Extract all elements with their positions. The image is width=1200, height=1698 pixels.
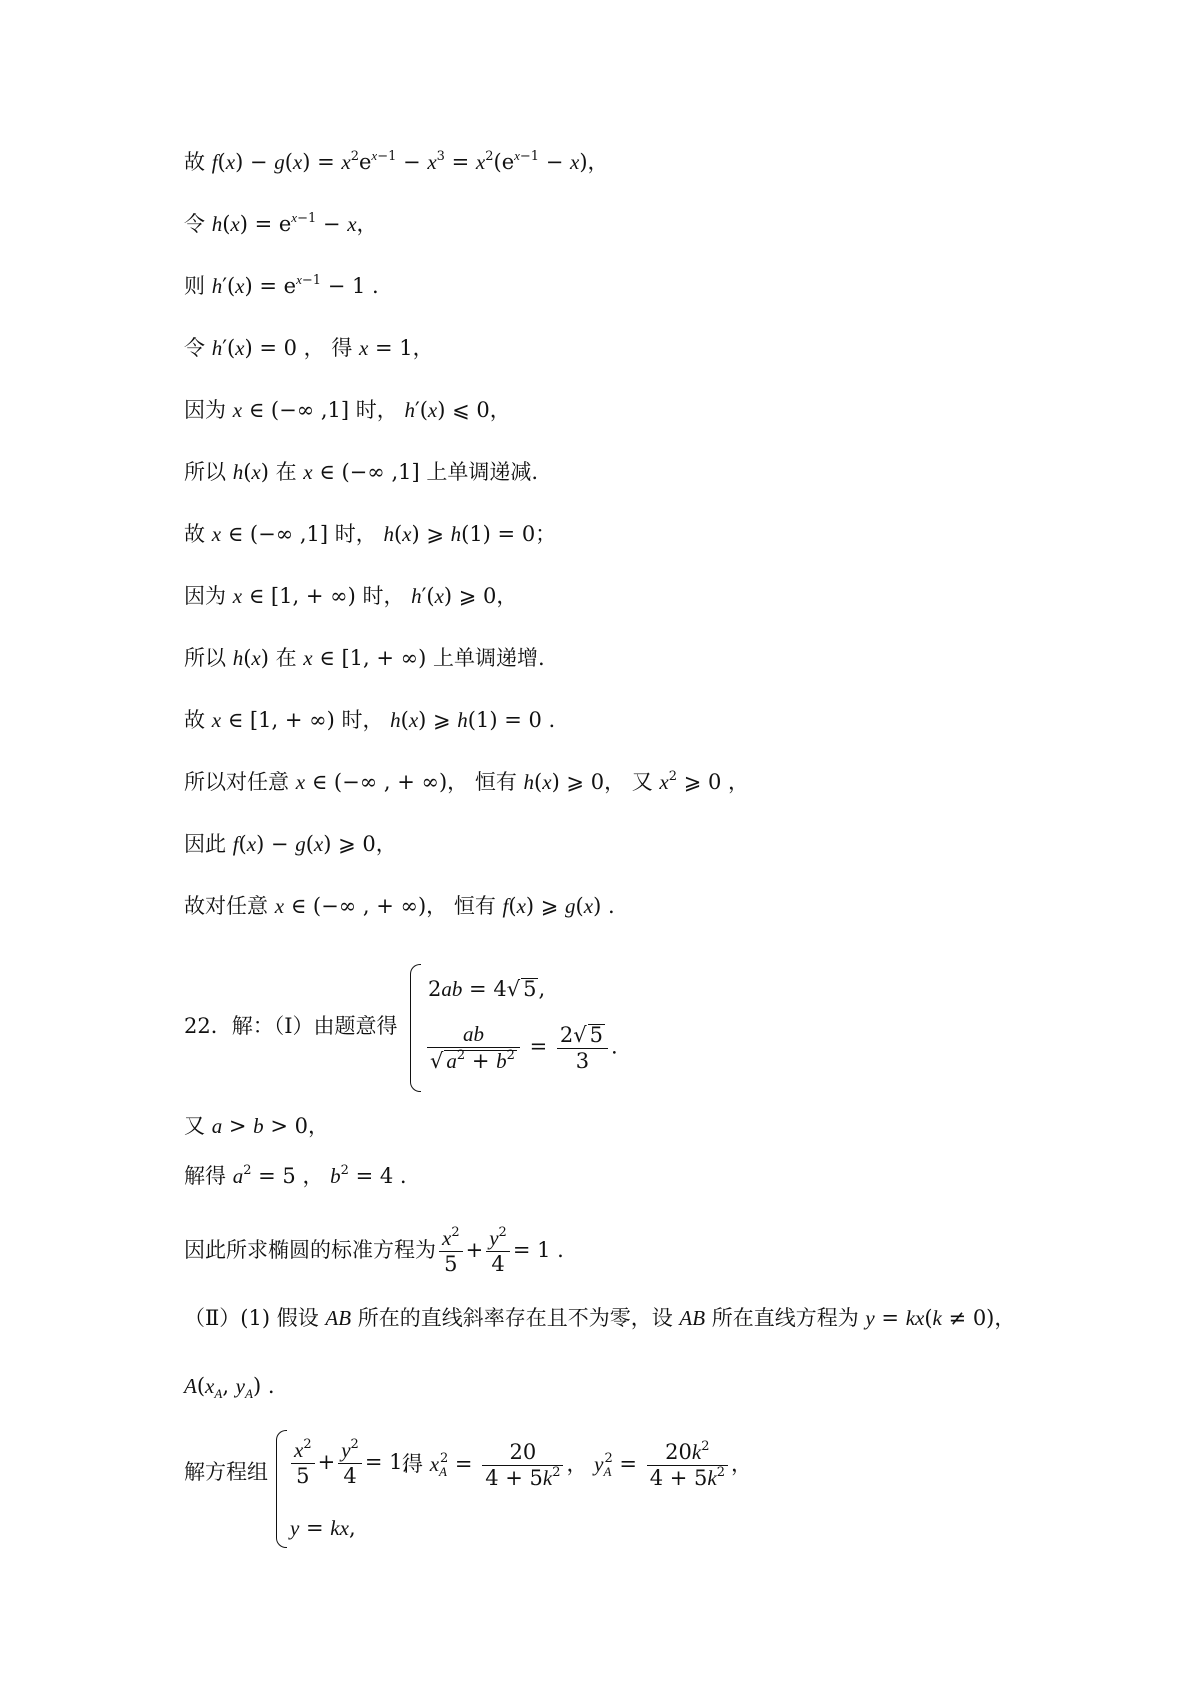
proof-line-13: 故对任意 x ∈ (−∞ , + ∞)， 恒有 f(x) ⩾ g(x) . xyxy=(184,894,615,918)
proof-line-5: 因为 x ∈ (−∞ ,1] 时， h′(x) ⩽ 0， xyxy=(184,398,511,422)
q22-system-brace xyxy=(276,1430,287,1548)
q22-condition: 又 a > b > 0， xyxy=(184,1114,329,1138)
q22-eq2-rhs: $\frac{2√ 5}{3}$ xyxy=(557,1024,608,1072)
proof-line-1: 故 $f(x) - g(x) = x^2e^{x-1} - x^3 = x^2(e^{x-1} - x)$， xyxy=(184,148,609,174)
proof-line-2: 令 $h(x) = e^{x-1} - x$， xyxy=(184,210,378,236)
q22-eq2: $\frac{ab}{√ a^2 + b^2}$ = $\frac{2√ 5}{3}$ . xyxy=(424,1024,618,1072)
proof-line-12: 因此 f(x) − g(x) ⩾ 0， xyxy=(184,832,397,856)
q22-part2: （Ⅱ）(1) 假设 AB 所在的直线斜率存在且不为零，设 AB 所在直线方程为 y = kx(k ≠ 0)， xyxy=(184,1306,1016,1330)
q22-solve: 解得 $a^2 = 5$ ， $b^2 = 4$ . xyxy=(184,1163,407,1188)
q22-system-result: 得 $x_A^2$ = $\frac{20}{4 + 5k^2}$ ， $y_A^2$ = $\frac{20k^2}{4 + 5k^2}$ ， xyxy=(402,1439,752,1490)
proof-line-4: 令 h′(x) = 0 ， 得 x = 1， xyxy=(184,336,434,360)
q22-eq2-lhs: $\frac{ab}{√ a^2 + b^2}$ xyxy=(427,1024,520,1072)
q22-system-eq2: y = kx, xyxy=(290,1516,356,1540)
q22-system-intro: 解方程组 xyxy=(184,1460,268,1484)
q22-eq1: 2ab = 4√ 5, xyxy=(428,977,546,1001)
proof-line-8: 因为 x ∈ [1, + ∞) 时， h′(x) ⩾ 0， xyxy=(184,584,518,608)
proof-line-3: 则 $h'(x) = e^{x-1} - 1$ . xyxy=(184,272,379,298)
q22-system-eq1: $\frac{x^2}{5}$ + $\frac{y^2}{4}$ = 1, xyxy=(288,1440,409,1487)
q22-intro: 22．解：（Ⅰ）由题意得 xyxy=(184,1014,398,1038)
q22-ellipse: 因此所求椭圆的标准方程为 $\frac{x^2}{5}$ + $\frac{y^2}{4}$ = 1 . xyxy=(184,1225,564,1276)
proof-line-11: 所以对任意 x ∈ (−∞ , + ∞)， 恒有 h(x) ⩾ 0， 又 $x^2$ ⩾ 0 ， xyxy=(184,769,750,794)
proof-line-7: 故 x ∈ (−∞ ,1] 时， h(x) ⩾ h(1) = 0； xyxy=(184,522,557,546)
proof-line-6: 所以 h(x) 在 x ∈ (−∞ ,1] 上单调递减. xyxy=(184,460,539,484)
q22-point-a: $A(x_A$, $y_A$) . xyxy=(184,1374,275,1401)
proof-line-9: 所以 h(x) 在 x ∈ [1, + ∞) 上单调递增. xyxy=(184,646,545,670)
q22-brace xyxy=(410,964,421,1092)
proof-line-10: 故 x ∈ [1, + ∞) 时， h(x) ⩾ h(1) = 0 . xyxy=(184,708,556,732)
